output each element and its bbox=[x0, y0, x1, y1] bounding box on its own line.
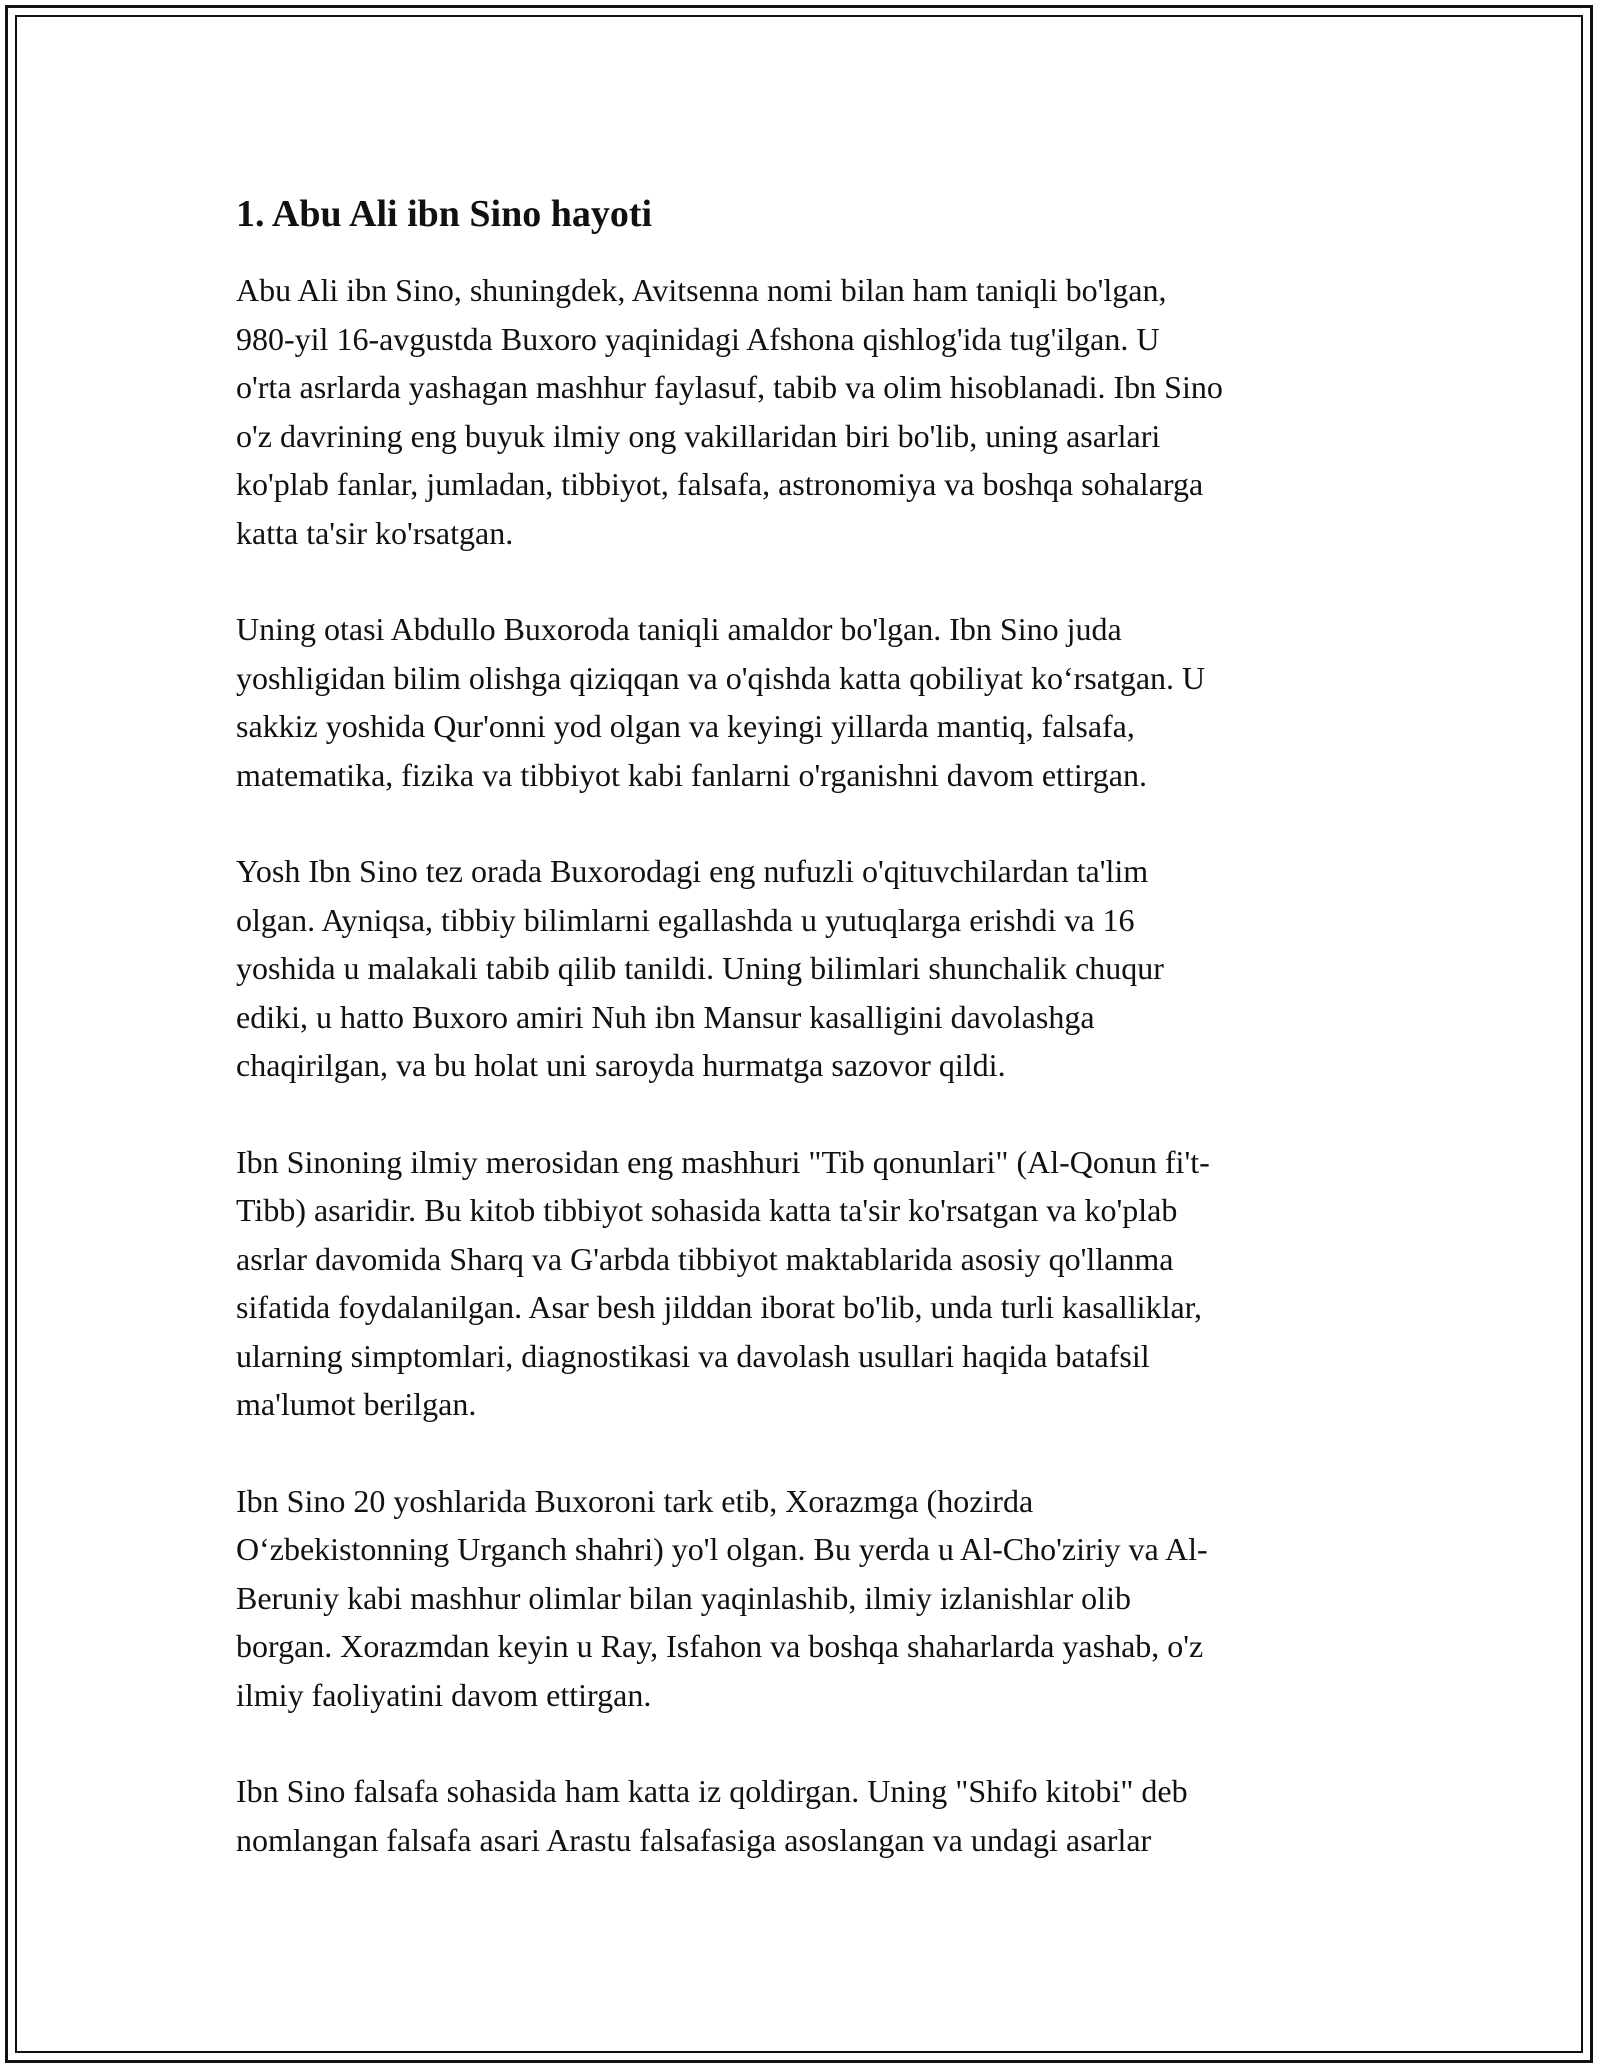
document-body bbox=[236, 186, 1376, 1864]
section-heading: 1. Abu Ali ibn Sino hayoti bbox=[236, 193, 653, 235]
paragraph-philosophy: Ibn Sino falsafa sohasida ham katta iz qoldirgan. Uning "Shifo kitobi" deb nomlangan falsafa asari Arastu falsafasiga asoslangan va undagi asarlar bbox=[236, 1773, 1188, 1858]
paragraph-youth: Uning otasi Abdullo Buxoroda taniqli amaldor bo'lgan. Ibn Sino juda yoshligidan bilim olishga qiziqqan va o'qishda katta qobiliyat ko‘rsatgan. U sakkiz yoshida Qur'onni yod olgan va keyingi yillarda mantiq, falsafa, matematika, fizika va tibbiyot kabi fanlarni o'rganishni davom ettirgan. bbox=[236, 611, 1206, 793]
paragraph-birth: Abu Ali ibn Sino, shuningdek, Avitsenna nomi bilan ham taniqli bo'lgan, 980-yil 16-avgustda Buxoro yaqinidagi Afshona qishlog'ida tug'ilgan. U o'rta asrlarda yashagan mashhur faylasuf, tabib va olim hisoblanadi. Ibn Sino o'z davrining eng buyuk ilmiy ong vakillaridan biri bo'lib, uning asarlari ko'plab fanlar, jumladan, tibbiyot, falsafa, astronomiya va boshqa sohalarga katta ta'sir ko'rsatgan. bbox=[236, 272, 1223, 551]
paragraph-khorezm: Ibn Sino 20 yoshlarida Buxoroni tark etib, Xorazmga (hozirda O‘zbekistonning Urganch shahri) yo'l olgan. Bu yerda u Al-Cho'ziriy va Al- Beruniy kabi mashhur olimlar bilan yaqinlashib, ilmiy izlanishlar olib borgan. Xorazmdan keyin u Ray, Isfahon va boshqa shaharlarda yashab, o'z ilmiy faoliyatini davom ettirgan. bbox=[236, 1482, 1208, 1713]
paragraph-canon-of-medicine: Ibn Sinoning ilmiy merosidan eng mashhuri "Tib qonunlari" (Al-Qonun fi't- Tibb) asaridir. Bu kitob tibbiyot sohasida katta ta'sir ko'rsatgan va ko'plab asrlar davomida Sharq va G'arbda tibbiyot maktablarida asosiy qo'llanma sifatida foydalanilgan. Asar besh jilddan iborat bo'lib, unda turli kasalliklar, ularning simptomlari, diagnostikasi va davolash usullari haqida batafsil ma'lumot berilgan. bbox=[236, 1143, 1210, 1422]
paragraph-education: Yosh Ibn Sino tez orada Buxorodagi eng nufuzli o'qituvchilardan ta'lim olgan. Ayniqsa, tibbiy bilimlarni egallashda u yutuqlarga erishdi va 16 yoshida u malakali tabib qilib tanildi. Uning bilimlari shunchalik chuqur ediki, u hatto Buxoro amiri Nuh ibn Mansur kasalligini davolashga chaqirilgan, va bu holat uni saroyda hurmatga sazovor qildi. bbox=[236, 853, 1164, 1083]
